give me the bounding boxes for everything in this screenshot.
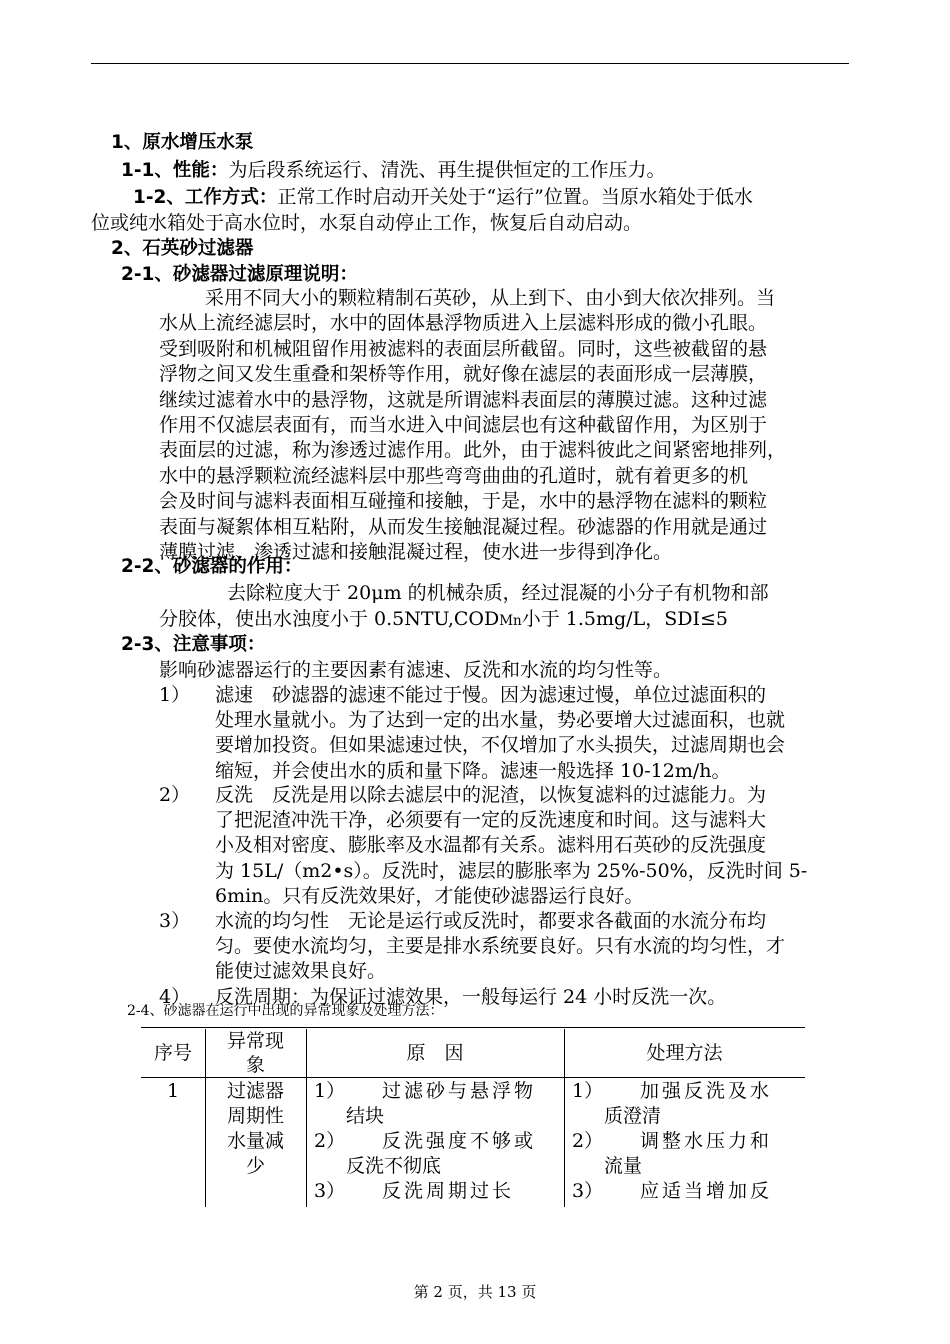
cause-index: 2） (314, 1130, 346, 1152)
item-line: 为 15L/（m2•s）。反洗时，滤层的膨胀率为 25%-50%，反洗时间 5- (215, 859, 808, 882)
row-1-num: 1 (166, 1080, 180, 1102)
page-footer: 第 2 页，共 13 页 (413, 1283, 537, 1301)
section-1-1 (121, 157, 665, 184)
method-text: 加强反洗及水 (640, 1080, 773, 1102)
section-2-4-caption: 2-4、砂滤器在运行中出现的异常现象及处理方法： (127, 1003, 444, 1019)
item-line: 反洗周期：为保证过滤效果，一般每运行 24 小时反洗一次。 (215, 986, 727, 1008)
paragraph-line: 表面与凝絮体相互粘附，从而发生接触混凝过程。砂滤器的作用就是通过 (159, 515, 768, 538)
section-2-3-label: 2-3、注意事项： (121, 634, 266, 655)
item-line: 了把泥渣冲洗干净，必须要有一定的反洗速度和时间。这与滤料大 (215, 809, 767, 832)
paragraph-line: 作用不仅滤层表面有，而当水进入中间滤层也有这种截留作用，为区别于 (159, 414, 768, 436)
section-1-2 (133, 184, 753, 211)
section-1-2-text-cont: 位或纯水箱处于高水位时，水泵自动停止工作，恢复后自动启动。 (91, 212, 643, 234)
method-index: 2） (572, 1130, 604, 1152)
section-2-2-text: 去除粒度大于 20μm 的机械杂质，经过混凝的小分子有机物和部 (227, 582, 769, 604)
item-line: 处理水量就小。为了达到一定的出水量，势必要增大过滤面积，也就 (215, 709, 786, 732)
item-line: 小及相对密度、膨胀率及水温都有关系。滤料用石英砂的反洗强度 (215, 834, 767, 857)
section-2-2-text-cont (159, 606, 728, 634)
th-cause: 原 因 (406, 1042, 464, 1064)
th-method: 处理方法 (646, 1042, 723, 1064)
paragraph-line: 薄膜过滤、渗透过滤和接触混凝过程，使水进一步得到净化。 (159, 541, 673, 563)
section-1-2-text: 正常工作时启动开关处于“运行”位置。当原水箱处于低水 (277, 186, 753, 208)
paragraph-line: 继续过滤着水中的悬浮物，这就是所谓滤料表面层的薄膜过滤。这种过滤 (159, 388, 768, 411)
paragraph-line: 受到吸附和机械阻留作用被滤料的表面层所截留。同时，这些被截留的悬 (159, 337, 768, 360)
cause-text-cont: 结块 (346, 1105, 385, 1127)
item-number: 3） (159, 910, 191, 932)
item-line: 水流的均匀性 无论是运行或反洗时，都要求各截面的水流分布均 (215, 910, 767, 932)
method-text-cont: 流量 (604, 1155, 643, 1177)
cause-text: 反洗强度不够或 (382, 1130, 537, 1152)
method-index: 1） (572, 1080, 604, 1102)
paragraph-line: 水从上流经滤层时，水中的固体悬浮物质进入上层滤料形成的微小孔眼。 (159, 312, 768, 335)
item-number: 1） (159, 684, 191, 706)
s22-part-b: 小于 1.5mg/L，SDI≤5 (521, 608, 728, 630)
cause-text: 过滤砂与悬浮物 (382, 1080, 537, 1102)
section-2-title: 2、石英砂过滤器 (111, 238, 254, 259)
th-num: 序号 (153, 1042, 192, 1064)
paragraph-line: 浮物之间又发生重叠和架桥等作用，就好像在滤层的表面形成一层薄膜， (159, 363, 768, 386)
cause-text-cont: 反洗不彻底 (346, 1155, 442, 1177)
header-rule (91, 63, 849, 64)
item-line: 6min。只有反洗效果好，才能使砂滤器运行良好。 (215, 884, 644, 907)
item-line: 能使过滤效果良好。 (215, 960, 387, 983)
method-index: 3） (572, 1180, 604, 1202)
cause-index: 1） (314, 1080, 346, 1102)
cause-text: 反洗周期过长 (382, 1180, 515, 1202)
cod-subscript: Mn (499, 613, 522, 629)
item-number: 4） (159, 986, 191, 1008)
item-line: 缩短，并会使出水的质和量下降。滤速一般选择 10-12m/h。 (215, 759, 731, 782)
section-1-2-label: 1-2、工作方式： (133, 187, 278, 208)
paragraph-line: 会及时间与滤料表面相互碰撞和接触，于是，水中的悬浮物在滤料的颗粒 (159, 490, 768, 513)
paragraph-line: 表面层的过滤，称为渗透过滤作用。此外，由于滤料彼此之间紧密地排列， (159, 439, 787, 462)
method-text-cont: 质澄清 (604, 1105, 662, 1127)
item-line: 要增加投资。但如果滤速过快，不仅增加了水头损失，过滤周期也会 (215, 734, 786, 757)
paragraph-line: 水中的悬浮颗粒流经滤料层中那些弯弯曲曲的孔道时，就有着更多的机 (159, 464, 749, 487)
th-symptom: 异常现 象 (226, 1030, 284, 1076)
paragraph-line: 采用不同大小的颗粒精制石英砂，从上到下、由小到大依次排列。当 (205, 287, 776, 309)
row-1-symptom: 过滤器 周期性 水量减 少 (226, 1080, 284, 1177)
method-text: 应适当增加反 (640, 1180, 773, 1202)
section-2-3-intro: 影响砂滤器运行的主要因素有滤速、反洗和水流的均匀性等。 (159, 659, 673, 681)
section-2-1-label: 2-1、砂滤器过滤原理说明： (121, 264, 358, 285)
section-1-title: 1、原水增压水泵 (111, 132, 254, 153)
item-line: 匀。要使水流均匀，主要是排水系统要良好。只有水流的均匀性，才 (215, 935, 786, 958)
method-text: 调整水压力和 (640, 1130, 773, 1152)
section-2-2-label: 2-2、砂滤器的作用： (121, 556, 303, 577)
item-line: 滤速 砂滤器的滤速不能过于慢。因为滤速过慢，单位过滤面积的 (215, 684, 767, 706)
section-1-1-text: 为后段系统运行、清洗、再生提供恒定的工作压力。 (228, 159, 666, 181)
item-number: 2） (159, 784, 191, 806)
section-1-1-label: 1-1、性能： (121, 160, 229, 181)
cause-index: 3） (314, 1180, 346, 1202)
s22-part-a: 分胶体，使出水浊度小于 0.5NTU,COD (159, 608, 500, 630)
item-line: 反洗 反洗是用以除去滤层中的泥渣，以恢复滤料的过滤能力。为 (215, 784, 767, 806)
